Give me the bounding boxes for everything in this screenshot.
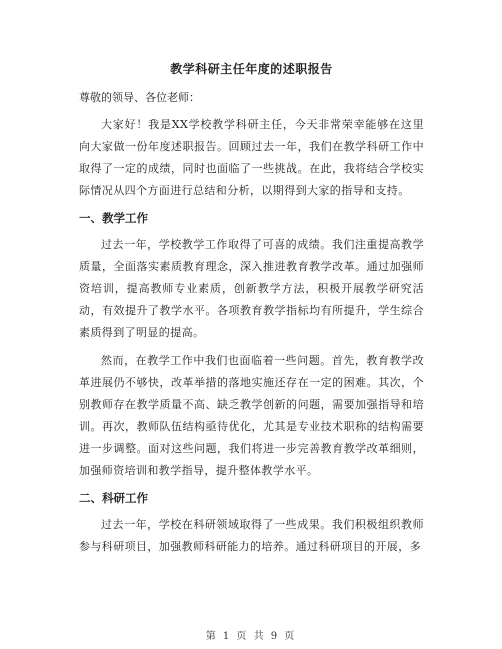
section-heading-teaching: 一、教学工作 [79, 211, 148, 225]
page-footer: 第 1 页 共 9 页 [205, 631, 297, 642]
teaching-paragraph-2: 然而，在教学工作中我们也面临着一些问题。首先，教育教学改革进展仍不够快，改革举措的落地实施还存在一定的困难。其次，个别教师存在教学质量不高、缺乏教学创新的问题，需要加强指导和培训。再次，教师队伍结构亟待优化，尤其是专业技术职称的结构需要进一步调整。面对这些问题，我们将进一步完善教育教学改革细则，加强师资培训和教学指导，提升整体教学水平。 [79, 354, 424, 477]
research-paragraph-1: 过去一年，学校在科研领域取得了一些成果。我们积极组织教师参与科研项目，加强教师科研能力的培养。通过科研项目的开展，多 [79, 518, 424, 553]
intro-paragraph: 大家好！我是XX学校教学科研主任，今天非常荣幸能够在这里向大家做一份年度述职报告。回顾过去一年，我们在教学科研工作中取得了一定的成绩，同时也面临了一些挑战。在此，我将结合学校实际情况从四个方面进行总结和分析，以期得到大家的指导和支持。 [79, 118, 424, 197]
document-title: 教学科研主任年度的述职报告 [170, 62, 333, 76]
salutation: 尊敬的领导、各位老师： [79, 91, 200, 104]
teaching-paragraph-1: 过去一年，学校教学工作取得了可喜的成绩。我们注重提高教学质量，全面落实素质教育理念，深入推进教育教学改革。通过加强师资培训，提高教师专业素质，创新教学方法，积极开展教学研究活动，有效提升了教学水平。各项教育教学指标均有所提升，学生综合素质得到了明显的提高。 [79, 238, 424, 339]
section-heading-research: 二、科研工作 [79, 491, 148, 505]
document-body [79, 60, 424, 564]
